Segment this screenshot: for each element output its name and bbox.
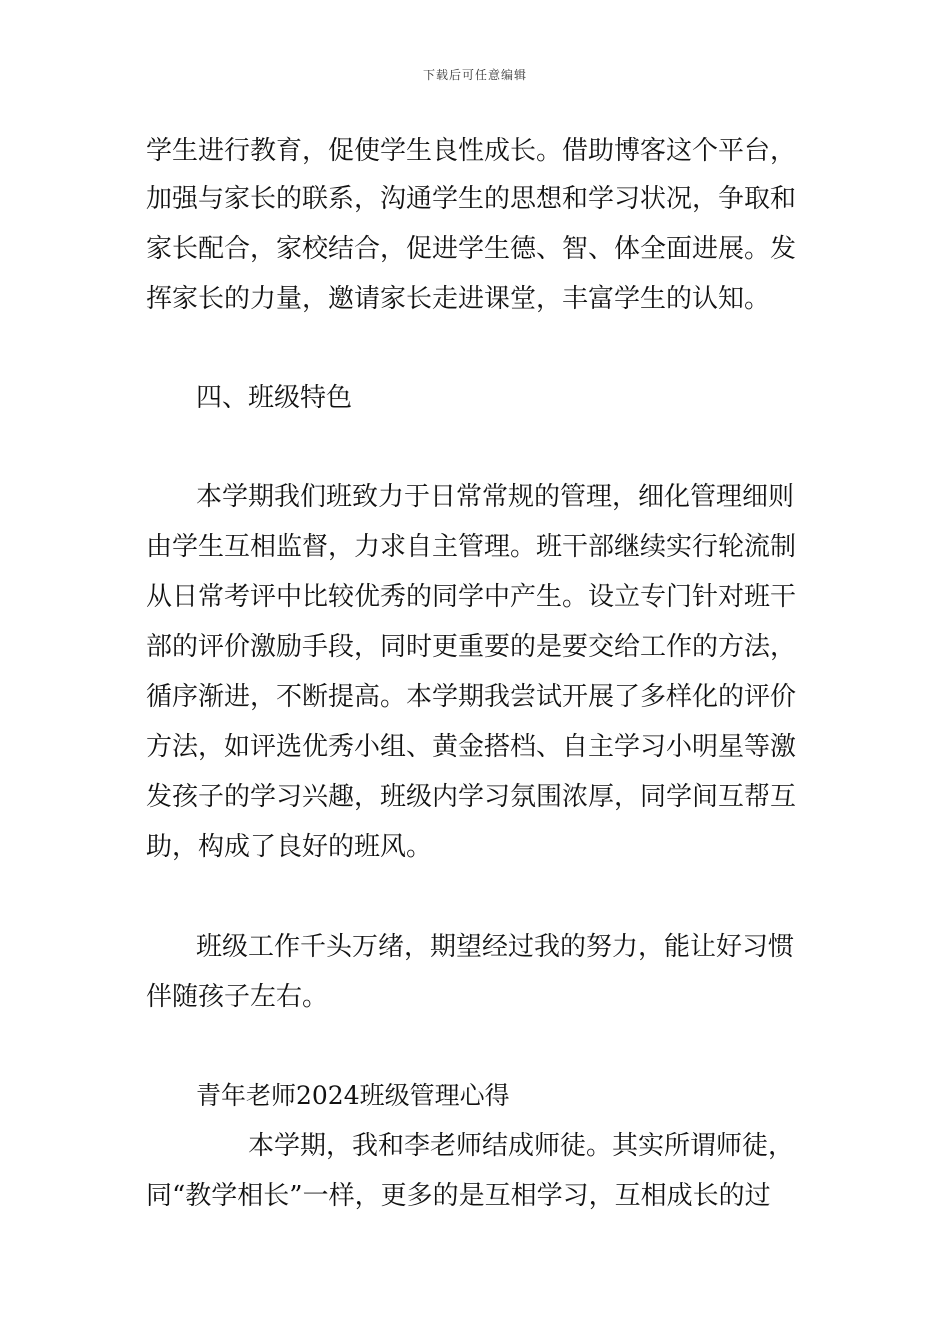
paragraph-line: 同“教学相长”一样，更多的是互相学习，互相成长的过 [146, 1181, 771, 1211]
section-heading: 四、班级特色 [196, 383, 353, 413]
paragraph-line: 部的评价激励手段，同时更重要的是要交给工作的方法， [146, 632, 797, 662]
paragraph-line: 学生进行教育，促使学生良性成长。借助博客这个平台， [146, 136, 797, 166]
paragraph-line: 方法，如评选优秀小组、黄金搭档、自主学习小明星等激 [146, 732, 797, 762]
paragraph-line: 发孩子的学习兴趣，班级内学习氛围浓厚，同学间互帮互 [146, 782, 797, 812]
paragraph-line: 由学生互相监督，力求自主管理。班干部继续实行轮流制 [146, 532, 797, 562]
paragraph-line: 挥家长的力量，邀请家长走进课堂，丰富学生的认知。 [146, 284, 771, 314]
paragraph-line: 家长配合，家校结合，促进学生德、智、体全面进展。发 [146, 234, 797, 264]
paragraph-line: 加强与家长的联系，沟通学生的思想和学习状况，争取和 [146, 184, 797, 214]
paragraph-line: 班级工作千头万绪，期望经过我的努力，能让好习惯 [196, 932, 795, 962]
paragraph-line: 从日常考评中比较优秀的同学中产生。设立专门针对班干 [146, 582, 797, 612]
article-title: 青年老师2024班级管理心得 [196, 1081, 510, 1110]
page-header-note: 下载后可任意编辑 [422, 68, 527, 82]
paragraph-line: 循序渐进，不断提高。本学期我尝试开展了多样化的评价 [146, 682, 797, 712]
paragraph-line: 本学期，我和李老师结成师徒。其实所谓师徒， [248, 1131, 795, 1161]
paragraph-line: 助，构成了良好的班风。 [146, 832, 433, 862]
paragraph-line: 伴随孩子左右。 [146, 982, 329, 1012]
paragraph-line: 本学期我们班致力于日常常规的管理，细化管理细则 [196, 482, 795, 512]
